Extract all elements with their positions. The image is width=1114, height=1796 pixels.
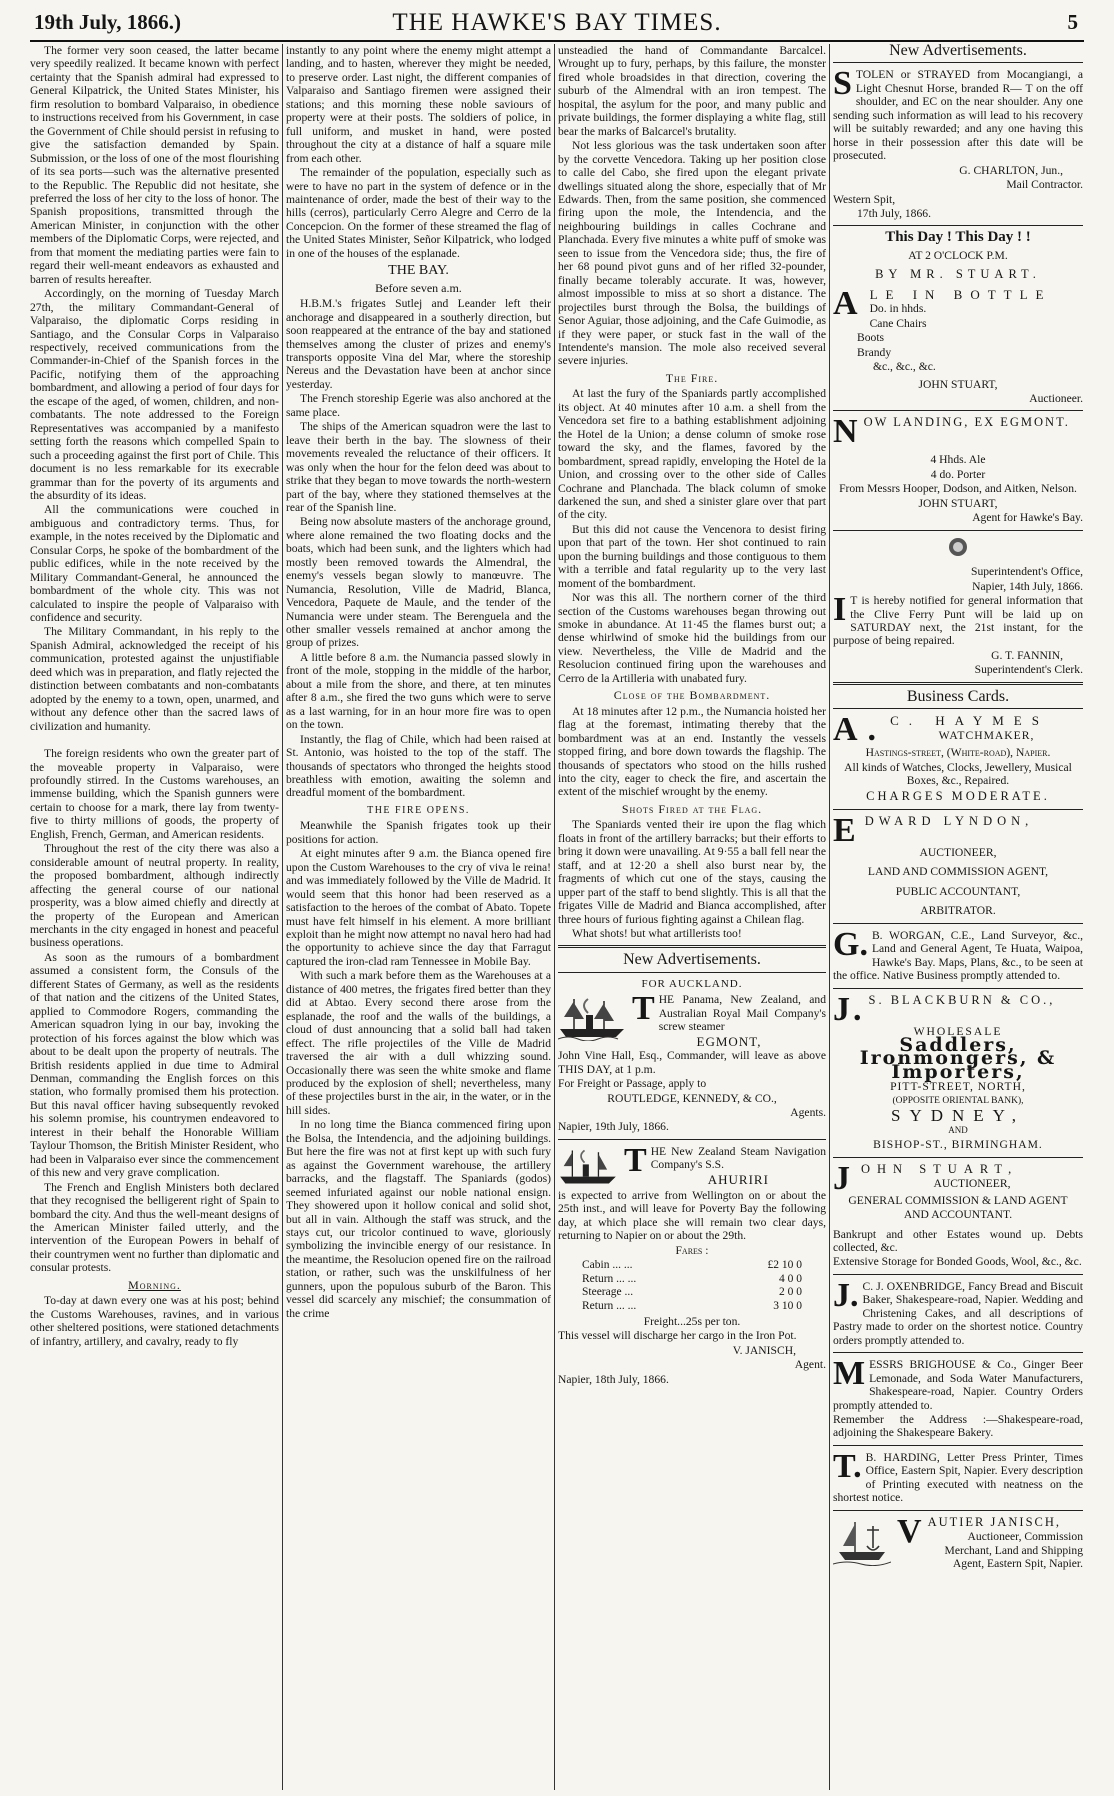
article-paragraph: But this did not cause the Vencenora to desist firing upon that part of the town. Her shot continued to rain upon the burning buildings and those contiguous to them with a terrible and fatal regularity up to the very last moment of the bombardment. [558, 522, 826, 590]
panama-agents: ROUTLEDGE, KENNEDY, & CO., [607, 1091, 777, 1105]
section-heading-bay: THE BAY. [388, 263, 449, 279]
advert-this-day [833, 231, 1083, 405]
haymes-name: C. HAYMES [890, 713, 1049, 729]
blackburn-name: S. BLACKBURN & CO., [868, 992, 1056, 1007]
article-paragraph: At 18 minutes after 12 p.m., the Numancia hoisted her flag at the foremast, intimating thereby that the bombardment was at an end. Instantly the vessels stopped firing, and bore down towards the flagship. The thousands of spectators who stood on the hills rushed into the city, eager to check the fire, and ascertain the extent of the mischief wrought by the enemy. [558, 704, 826, 799]
fares-heading: Fares : [675, 1243, 709, 1257]
this-day-heading: This Day ! This Day ! ! [885, 229, 1031, 246]
stolen-date: 17th July, 1866. [857, 206, 931, 220]
column-3 [558, 44, 826, 1790]
drop-cap: V [897, 1512, 924, 1550]
section-heading-morning: Morning. [128, 1277, 181, 1292]
article-paragraph: Nor was this all. The northern corner of the third section of the Customs warehouses began throwing out smoke in abundance. At 11·45 the flames burst out; a dense whirlwind of smoke hid the buildings from our view. Nevertheless, the Ville de Madrid and the Resolucion continued firing upon the warehouses and Cerro de la Artilleria with unabated fury. [558, 591, 826, 685]
stuart-line: AND ACCOUNTANT. [903, 1208, 1013, 1222]
fare-label: Cabin ... ... [582, 1259, 633, 1272]
divider [833, 923, 1083, 924]
article-paragraph: instantly to any point where the enemy might attempt a landing, and to hasten, wherever they might be needed, to preserve order. Last night, the different companies of Valparaiso and Santiago firemen were assigned their stations; and this morning these noble saviours of property were at their posts. The soldiers of police, in full uniform, and musket in hand, were posted throughout the city at a distance of half a square mile from each other. [286, 44, 551, 165]
auction-signature-title: Auctioneer. [1029, 391, 1083, 405]
article-paragraph: What shots! but what artillerists too! [572, 927, 742, 940]
haymes-charges: CHARGES MODERATE. [866, 789, 1050, 804]
ahuriri-text: HE New Zealand Steam Navigation Company's S.S. [650, 1144, 826, 1172]
auction-item: Boots [857, 331, 885, 345]
notice-signature-title: Superintendent's Clerk. [974, 663, 1083, 677]
article-paragraph: At last the fury of the Spaniards partly accomplished its object. At 40 minutes after 10 a.m. a shell from the Vencedora set fire to a bathing establishment adjoining the Hotel de la Union; a dense column of smoke rose toward the sky, and the flames, favored by the bombardment, spread rapidly, enveloping the Hotel de la Union, and crossing over to the other side of Calles Cochrane and Planchada. The black column of smoke darkened the sun, and shed a sinister glare over that part of the city. [558, 387, 826, 522]
section-heading-shots: Shots Fired at the Flag. [621, 801, 763, 816]
card-stuart [833, 1159, 1083, 1269]
divider [833, 410, 1083, 411]
article-paragraph: The French and English Ministers both declared that they recognised the belligerent right of Spain to bombard the city. And thus the well-meant designs of the American Minister failed utterly, and the intervention of the European Powers in behalf of their countrymen went no further than diplomatic and consular protests. [30, 1180, 279, 1275]
haymes-trade: WATCHMAKER, [938, 728, 1035, 742]
panama-agents-label: Agents. [790, 1105, 826, 1119]
landing-item: 4 do. Porter [930, 467, 986, 481]
divider [558, 972, 826, 973]
article-paragraph: Accordingly, on the morning of Tuesday March 27th, the military Commandant-General of Valparaiso, the diplomatic Corps residing in Santiago, and the Consular Corps in Valparaiso respectively, received communications from the Commander-in-Chief of the Spanish forces in the Pacific, notifying them of the approaching bombardment, and allowing a period of four days for the escape of the aged, of women, children, and non-combatants. The note addressed to the Foreign Representatives was accompanied by a manifesto setting forth the reasons which compelled Spain to such a proceeding against the first port of Chile. This document is no less remarkable for its execrable grammar than for the poverty of its arguments and the absurdity of its ideas. [30, 287, 279, 502]
stuart-text: Bankrupt and other Estates wound up. Debts collected, &c. [833, 1227, 1083, 1254]
worgan-text: B. WORGAN, C.E., Land Surveyor, &c., Land and General Agent, Te Huata, Waipoa, Hawke's Bay. Maps, Plans, &c., to be seen at the office. Native Business promptly attended to. [833, 928, 1083, 983]
blackburn-trade: Saddlers, Ironmongers, & Importers, [859, 1034, 1057, 1083]
card-oxenbridge [833, 1276, 1083, 1347]
article-paragraph: The former very soon ceased, the latter became very speedily realized. It became known with perfect certainty that the Spanish admiral had expressed to General Kilpatrick, the United States Minister, his firm resolution to bombard Valparaiso, in obedience to instructions received from his Government, in case the Government of Chile should persist in refusing to give the satisfaction demanded by Spain. Submission, or the loss of one of the most flourishing of its sea ports—such was the alternative presented to the Republic. The Republic did not hesitate, she preferred the loss of her city to the loss of honor. The Spanish propositions, transmitted through the American Minister, in conjunction with the other members of the Diplomatic Corps, were rejected, and from that moment the mediating parties were fain to regard their well-meant endeavors as exhausted and barren of results hereafter. [30, 44, 279, 286]
fare-label: Steerage ... [582, 1286, 634, 1299]
freight: Freight...25s per ton. [643, 1314, 741, 1328]
fare-label: Return ... ... [582, 1299, 637, 1312]
article-paragraph: Instantly, the flag of Chile, which had been raised at St. Antonio, was hoisted to the top of the staff. The thousands of spectators who thronged the heights stood breathless with emotion, awaiting the solemn and dreadful moment of the bombardment. [286, 732, 551, 800]
article-paragraph: A little before 8 a.m. the Numancia passed slowly in front of the mole, stopping in the middle of the harbor, about a mile from the shore, and there, at ten minutes after 8 a.m., she fired the two guns which were to serve as a last warning, for in an hour more fire was to open on the town. [286, 650, 551, 732]
divider [833, 1445, 1083, 1446]
discharge-note: This vessel will discharge her cargo in the Iron Pot. [558, 1329, 797, 1343]
lyndon-line: PUBLIC ACCOUNTANT, [895, 884, 1021, 898]
blackburn-and: AND [948, 1124, 968, 1135]
drop-cap: A. [833, 711, 887, 749]
stolen-signature: G. CHARLTON, Jun., [959, 163, 1063, 177]
harding-text: B. HARDING, Letter Press Printer, Times Office, Eastern Spit, Napier. Every description of Printing executed with neatness on the shortest notice. [833, 1450, 1083, 1505]
business-cards-heading: Business Cards. [906, 687, 1010, 705]
drop-cap: E [833, 811, 861, 849]
divider [833, 809, 1083, 810]
stolen-signature-title: Mail Contractor. [1006, 178, 1083, 192]
auction-signature: JOHN STUART, [918, 377, 998, 391]
blackburn-birmingham: BISHOP-ST., BIRMINGHAM. [873, 1138, 1043, 1152]
fare-value: 2 0 0 [779, 1286, 802, 1299]
issue-date: 19th July, 1866.) [34, 10, 182, 34]
section-subheading: Before seven a.m. [375, 280, 462, 295]
divider [833, 708, 1083, 709]
column-4 [833, 44, 1083, 1790]
divider [833, 225, 1083, 226]
masthead [30, 8, 1084, 42]
brighouse-text: ESSRS BRIGHOUSE & Co., Ginger Beer Lemonade, and Soda Water Manufacturers, Shakespeare-road, Napier. Country Orders promptly attended to. [833, 1358, 1083, 1412]
column-rule [554, 44, 555, 1790]
divider [558, 945, 826, 948]
stuart-line: AUCTIONEER, [933, 1177, 1011, 1191]
article-paragraph: All the communications were couched in ambiguous and contradictory terms. Thus, for example, in the notes received by the Diplomatic and Consular Corps, he spoke of the bombardment of the public edifices, while in the note received by the Military Commandant-General, he announced the bombardment of the whole city. This was not calculated to inspire the people of Valparaiso with confidence and security. [30, 503, 279, 625]
advert-ferry-notice [833, 536, 1083, 677]
section-heading-close: Close of the Bombardment. [613, 688, 771, 703]
landing-item: 4 Hhds. Ale [930, 453, 986, 467]
drop-cap: T [632, 990, 655, 1028]
article-paragraph: With such a mark before them as the Warehouses at a distance of 400 metres, the frigates fired better than they did at Abtao. Every second there arose from the esplanade, the roof and the walls of the buildings, a cloud of dust announcing that a solid ball had taken effect. The rifle projectiles of the Ville de Madrid traversed the air with a dull whizzing sound. Occasionally there was seen the white smoke and flame produced by the explosion of shell; nevertheless, many of these projectiles burst in the air, in the water, or in the hill sides. [286, 969, 551, 1117]
column-rule [282, 44, 283, 1790]
auction-time: AT 2 O'CLOCK P.M. [908, 248, 1008, 262]
landing-signature: JOHN STUART, [918, 496, 998, 510]
blackburn-city: SYDNEY, [890, 1106, 1025, 1126]
divider [833, 988, 1083, 989]
ahuriri-body: is expected to arrive from Wellington on or about the 25th inst., and will leave for Poverty Bay the following day, at which place she will remain two clear days, returning to Napier on or about the 29th. [558, 1188, 826, 1243]
card-haymes [833, 711, 1083, 804]
page-number: 5 [1067, 10, 1078, 34]
drop-cap: M [833, 1355, 866, 1393]
notice-text: T is hereby notified for general information that the Clive Ferry Punt will be laid up on SATURDAY next, the 21st instant, for the purpose of being repaired. [833, 594, 1083, 648]
divider [833, 1157, 1083, 1158]
panama-captain: John Vine Hall, Esq., Commander, will leave as above THIS DAY, at 1 p.m. [558, 1049, 826, 1076]
section-heading-fire-opens: THE FIRE OPENS. [367, 804, 470, 816]
stuart-line: GENERAL COMMISSION & LAND AGENT [848, 1193, 1068, 1207]
lyndon-line: ARBITRATOR. [920, 904, 996, 918]
lyndon-line: LAND AND COMMISSION AGENT, [867, 865, 1049, 879]
article-paragraph: The French storeship Egerie was also anchored at the same place. [286, 392, 551, 419]
panama-apply: For Freight or Passage, apply to [558, 1077, 707, 1091]
auckland-heading: FOR AUCKLAND. [641, 977, 743, 990]
blackburn-opposite: (OPPOSITE ORIENTAL BANK), [892, 1095, 1024, 1106]
advert-stolen-horse [833, 65, 1083, 220]
fare-label: Return ... ... [582, 1272, 637, 1285]
divider [833, 682, 1083, 685]
landing-signature-title: Agent for Hawke's Bay. [972, 511, 1083, 525]
seal-icon [833, 536, 1083, 561]
article-paragraph: In no long time the Bianca commenced firing upon the Bolsa, the Intendencia, and the adjoining buildings. But here the fire was not at first kept up with such fury as against the Government warehouse, the artillery barracks, and the flagstaff. The Spaniards (godos) seemed infuriated against our noble national ensign. They showered upon it hollow conical and solid shot, but all in vain. Although the staff was struck, and the stays cut, our tricolor continued to wave, gloriously symbolizing the invincible energy of our resistance. In the meantime, the Resolucion opened fire on the railroad station, or rather, such was the unskilfulness of her gunners, upon the populous suburb of the Baron. This vessel did scarcely any mischief; the consummation of the crime [286, 1118, 551, 1320]
advert-ahuriri [558, 1141, 826, 1386]
drop-cap: T [624, 1141, 647, 1179]
article-paragraph: The ships of the American squadron were the last to leave their berth in the bay. The slowness of their movements revealed the reluctance of their officers. It was only when the hour for the felon deed was about to strike that they began to move towards the north-western part of the bay, where they stationed themselves at the rear of the Spanish line. [286, 420, 551, 514]
drop-cap: S [833, 65, 852, 103]
divider [833, 1352, 1083, 1353]
brighouse-remember: Remember the Address :—Shakespeare-road, adjoining the Shakespeare Bakery. [833, 1412, 1083, 1440]
article-paragraph: Not less glorious was the task undertaken soon after by the corvette Vencedora. Taking up her position close to calle del Cabo, she fired upon the elegant private dwellings situated along the shore, especially that of Mr Edwards. Then, from the same position, she commenced firing upon the mole, the Intendencia, and the neighbouring buildings in calles Cochrane and Planchada. Every five minutes a white puff of smoke was seen to issue from the Vencedora side; thus, the fire of her 68 pound pivot guns and of her rifled 32-pounder, finally became tolerably accurate. It was, however, almost impossible to miss at so short a distance. The projectiles burst through the Bolsa, the buildings of Senor Aguiar, those adjoining, and the Cafe Guimodie, as if they were paper, or stuck fast in the wall of the Intendente's mansion. The mole also received several severe injuries. [558, 139, 826, 368]
drop-cap: T. [833, 1447, 862, 1485]
haymes-address: Hastings-street, (White-road), Napier. [865, 746, 1051, 760]
notice-office: Superintendent's Office, [971, 565, 1083, 579]
fares-table [582, 1259, 802, 1313]
steamship-icon [558, 1147, 618, 1187]
blackburn-street: PITT-STREET, NORTH, [890, 1080, 1026, 1094]
auction-item: Brandy [857, 345, 892, 359]
article-paragraph: unsteadied the hand of Commandante Barcalcel. Wrought up to fury, perhaps, by this failure, the monster fired whole broadsides in that direction, covering the suburb of the Almendral with an iron tempest. The hospital, the asylum for the poor, and many public and private buildings, the former displaying a white flag, still bear the marks of Balcarcel's brutality. [558, 44, 826, 138]
divider [833, 1274, 1083, 1275]
janisch-name: AUTIER JANISCH, [927, 1514, 1062, 1529]
article-paragraph: To-day at dawn every one was at his post; behind the Customs Warehouses, ravines, and in various other sheltered positions, were stationed detachments of infantry, artillery, and cavalry, ready to fly [30, 1294, 279, 1348]
landing-from: From Messrs Hooper, Dodson, and Aitken, Nelson. [839, 482, 1077, 496]
auctioneer-by: BY MR. STUART. [875, 267, 1041, 282]
janisch-text: Auctioneer, Commission Merchant, Land and Shipping Agent, Eastern Spit, Napier. [944, 1530, 1083, 1571]
stolen-place: Western Spit, [833, 192, 896, 206]
article-paragraph: At eight minutes after 9 a.m. the Bianca opened fire upon the Custom Warehouses to the cry of viva le reina! and was immediately followed by the Ville de Madrid. It would seem that this honor had been reserved as a satisfaction to the heroes of the combat of Abato. Topete must have felt himself in his element. A more brilliant exploit than he might now attempt no naval hero had had the opportunity to achieve since the day that Farragut captured the iron-clad ram Tennessee in Mobile Bay. [286, 847, 551, 968]
new-advertisements-heading: New Advertisements. [889, 44, 1027, 59]
notice-date: Napier, 14th July, 1866. [972, 579, 1083, 593]
drop-cap: G. [833, 925, 868, 963]
advert-panama [558, 990, 826, 1134]
drop-cap: J. [833, 1276, 859, 1314]
article-paragraph: Being now absolute masters of the anchorage ground, where alone remained the two floating docks and the boats, which had been sunk, and the lighters which had mostly been removed towards the Almendral, the enemy's vessels began slowly to manœuvre. The Numancia, Resolution, Ville de Madrid, Blanca, Vencedora, Paquete de Maule, and the tender of the Numancia were under steam. The Berenguela and the other smaller vessels remained at anchor among the group of prizes. [286, 515, 551, 650]
ale-line: LE IN BOTTLE [869, 286, 1052, 302]
column-1 [30, 44, 279, 1790]
fare-value: 3 10 0 [773, 1299, 802, 1312]
article-paragraph: The foreign residents who own the greater part of the moveable property in Valparaiso, were profoundly stirred. In the Customs warehouses, an immense building, which the Spanish gunners were certain to choose for a mark, there lay from twenty-five to thirty millions of goods, the property of English, French, German, and American residents. [30, 747, 279, 841]
ahuriri-signature-label: Agent. [794, 1358, 826, 1372]
divider [558, 1139, 826, 1140]
drop-cap: A [833, 284, 866, 322]
divider [833, 62, 1083, 63]
auction-item: Do. in hhds. [869, 302, 927, 316]
article-paragraph: The remainder of the population, especially such as were to have no part in the system of defence or in the maintenance of order, made the best of their way to the hills (cerros), particularly Cerro Alegre and Cerro de la Concepcion. On the former of these streamed the flag of the United States Minister, Señor Kilpatrick, who lodged in one of the houses of the esplanade. [286, 166, 551, 260]
divider [833, 1510, 1083, 1511]
panama-text: HE Panama, New Zealand, and Australian Royal Mail Company's screw steamer [658, 993, 826, 1034]
newspaper-title: THE HAWKE'S BAY TIMES. [392, 9, 722, 36]
ship-anchor-icon [833, 1516, 891, 1566]
stolen-text: TOLEN or STRAYED from Mocangiangi, a Light Chesnut Horse, branded R— T on the off shoulder, and EC on the near shoulder. Any one sending such information as will lead to his recovery will be suitably rewarded; and any one having this horse in their possession after this date will be prosecuted. [833, 68, 1083, 163]
drop-cap: J. [833, 990, 865, 1028]
drop-cap: I [833, 591, 847, 629]
drop-cap: N [833, 413, 860, 451]
auction-item: &c., &c., &c. [873, 360, 936, 374]
ahuriri-signature: V. JANISCH, [732, 1343, 796, 1357]
divider [833, 530, 1083, 531]
article-paragraph: As soon as the rumours of a bombardment assumed a consistent form, the Consuls of the different States of Germany, as well as the residents of that nation and the citizens of the United States, applied to Commodore Rogers, commanding the American squadron lying in our bay, invoking the protection of his forces against the blow which was about to be dealt upon the property of neutrals. The British residents applied in due time to Admiral Denman, commanding the English forces on this station, who formally promised them his protection. But this naval officer having subsequently revoked his solemn promise, his countrymen endeavored to interest in their behalf the Honorable William Taylour Thomson, the British Minister Resident, who had been in Valparaiso ever since the commencement of this new and very grave complication. [30, 950, 279, 1180]
column-rule [829, 44, 830, 1790]
haymes-text: All kinds of Watches, Clocks, Jewellery, Musical Boxes, &c., Repaired. [844, 760, 1072, 788]
column-2 [286, 44, 551, 1790]
spacer [30, 733, 279, 747]
card-lyndon [833, 811, 1083, 918]
fare-value: £2 10 0 [767, 1259, 802, 1272]
card-janisch [833, 1512, 1083, 1571]
new-advertisements-heading: New Advertisements. [623, 951, 761, 969]
advert-now-landing [833, 413, 1083, 525]
article-paragraph: The Military Commandant, in his reply to the Spanish Admiral, acknowledged the receipt of his communication, protested against the unjustifiable deed which was in preparation, and flatly rejected the distinction between combatants and non-combatants adopted by the enemy to a town, open, unarmed, and without any defence other than the sacred laws of civilization and humanity. [30, 625, 279, 733]
card-brighouse [833, 1355, 1083, 1440]
blackburn-wholesale: WHOLESALE [913, 1024, 1003, 1038]
card-harding [833, 1447, 1083, 1505]
notice-signature: G. T. FANNIN, [991, 648, 1063, 662]
ship-name-ahuriri: AHURIRI [707, 1171, 769, 1187]
section-heading-fire: The Fire. [665, 370, 719, 385]
card-blackburn [833, 990, 1083, 1152]
stuart-text: Extensive Storage for Bonded Goods, Wool, &c., &c. [833, 1255, 1082, 1269]
drop-cap: J [833, 1159, 857, 1197]
steamship-icon [558, 995, 626, 1041]
landing-heading: OW LANDING, EX EGMONT. [863, 415, 1070, 430]
article-paragraph: Throughout the rest of the city there was also a considerable amount of neutral property. In reality, the proposed bombardment, although indirectly affecting the general course of our national prosperity, was a blow aimed chiefly and directly at the property of the European and American merchants in the city engaged in honest and peaceful business operations. [30, 842, 279, 950]
ship-name-egmont: EGMONT, [696, 1033, 762, 1049]
oxenbridge-text: C. J. OXENBRIDGE, Fancy Bread and Biscuit Baker, Shakespeare-road, Napier. Wedding and Christening Cakes, and all descriptions of Pastry made to order on the shortest notice. Country orders promptly attended to. [833, 1279, 1083, 1347]
article-paragraph: The Spaniards vented their ire upon the flag which floats in front of the artillery barracks; but their efforts to bring it down were unavailing. At 9·55 a ball fell near the staff, and at 12·20 a shell also burst near by, the fragments of which cut one of the stays, causing the upper part of the staff to bend slightly. This is all that the frigates Ville de Madrid and Bianca accomplished, after three hours of furious fighting against a Chilean flag. [558, 818, 826, 926]
fare-value: 4 0 0 [779, 1272, 802, 1285]
ahuriri-date: Napier, 18th July, 1866. [558, 1372, 669, 1386]
article-paragraph: H.B.M.'s frigates Sutlej and Leander left their anchorage and disappeared in a southerly direction, but soon reappeared at the entrance of the bay and stationed themselves among the cluster of prizes and enemy's transports opposite Vina del Mar, where the storeship Nereus and the Devastation have been at anchor since yesterday. [286, 297, 551, 391]
stuart-name: OHN STUART, [861, 1161, 1019, 1176]
article-paragraph: Meanwhile the Spanish frigates took up their positions for action. [286, 819, 551, 846]
lyndon-line: AUCTIONEER, [919, 845, 997, 859]
auction-item: Cane Chairs [869, 316, 927, 330]
card-worgan [833, 925, 1083, 983]
lyndon-name: DWARD LYNDON, [864, 813, 1034, 828]
panama-date: Napier, 19th July, 1866. [558, 1120, 669, 1134]
